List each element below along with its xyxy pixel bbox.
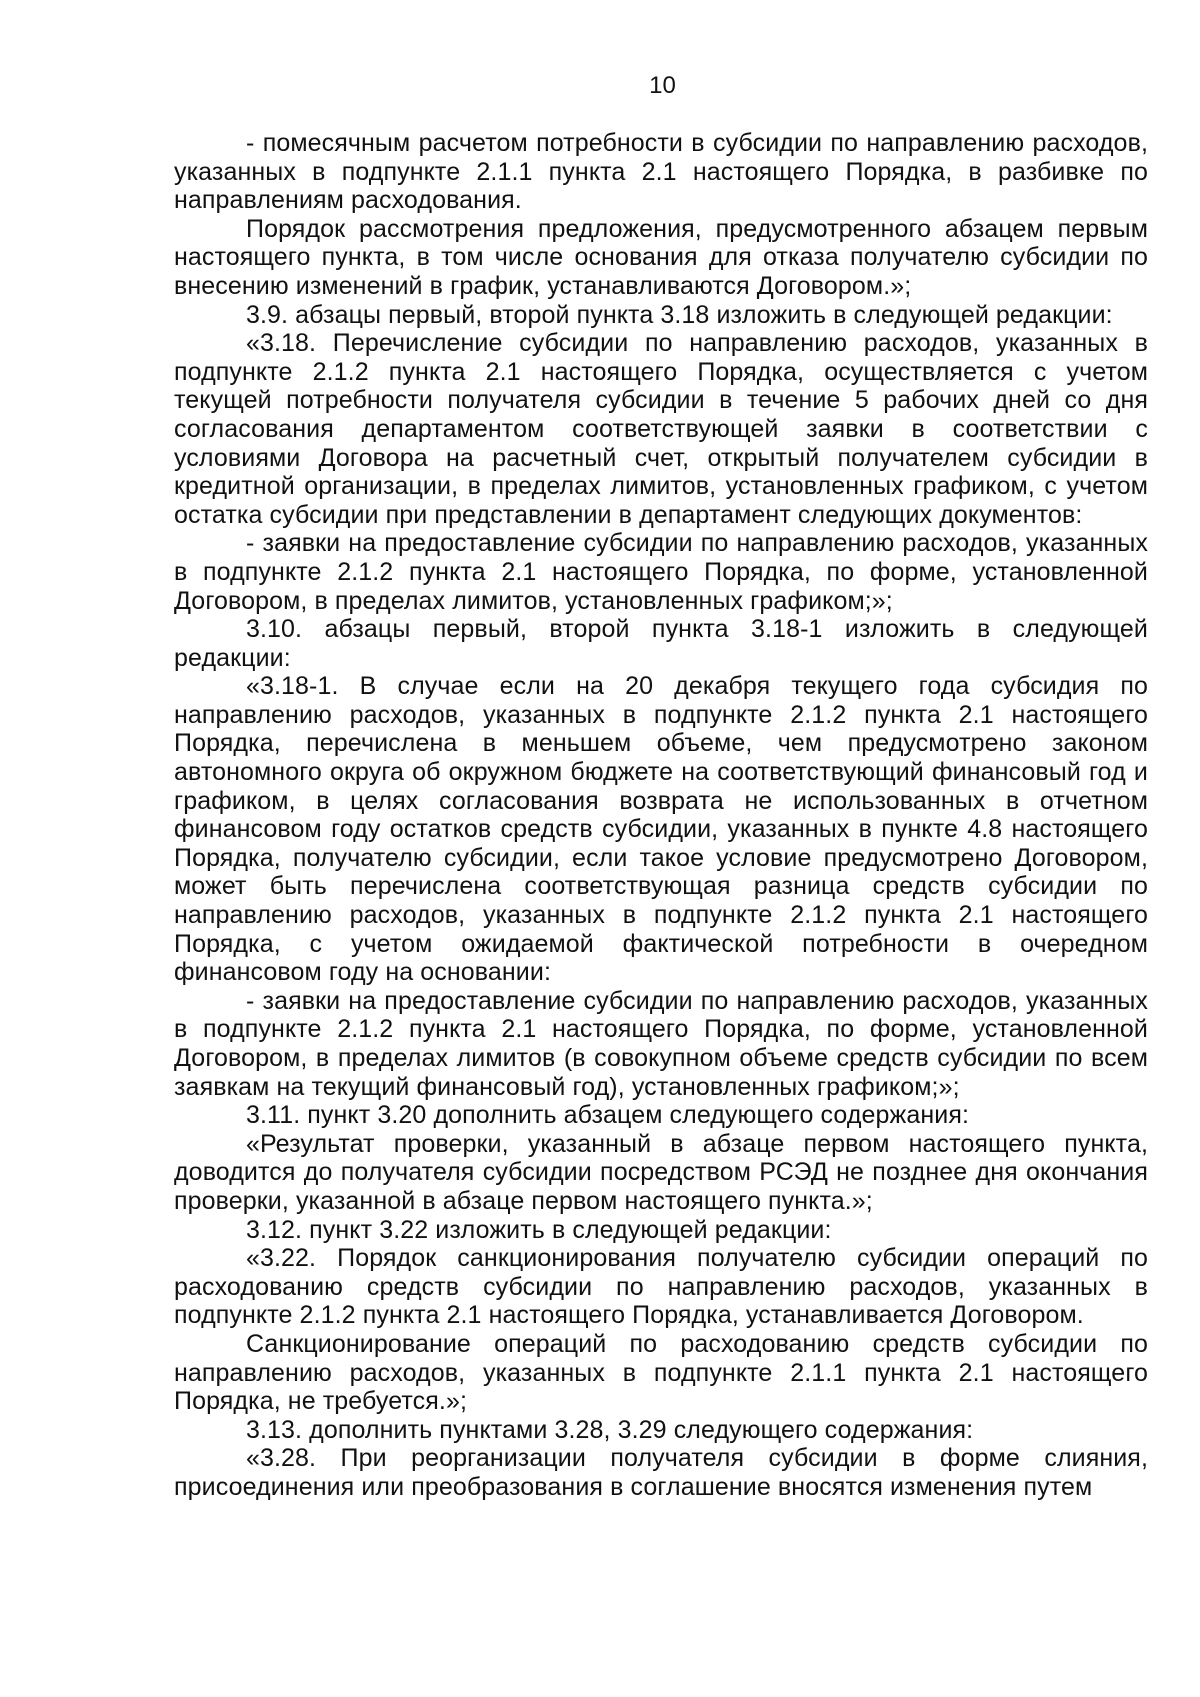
paragraph: - помесячным расчетом потребности в субсидии по направлению расходов, указанных в подпункте 2.1.1 пункта 2.1 настоящего Порядка, в разбивке по направлениям расходования. [174,129,1148,215]
paragraph: 3.11. пункт 3.20 дополнить абзацем следующего содержания: [246,1101,970,1130]
paragraph: Санкционирование операций по расходованию средств субсидии по направлению расходов, указанных в подпункте 2.1.1 пункта 2.1 настоящего Порядка, не требуется.»; [174,1329,1148,1416]
paragraph: 3.13. дополнить пунктами 3.28, 3.29 следующего содержания: [246,1415,974,1444]
page-number: 10 [649,72,676,99]
paragraph: 3.12. пункт 3.22 изложить в следующей редакции: [246,1215,832,1244]
paragraph: - заявки на предоставление субсидии по направлению расходов, указанных в подпункте 2.1.2 пункта 2.1 настоящего Порядка, по форме, установленной Договором, в пределах лимитов (в совокупном объеме средств субсидии по всем заявкам на текущий финансовый год), установленных графиком;»; [174,986,1148,1101]
paragraph: - заявки на предоставление субсидии по направлению расходов, указанных в подпункте 2.1.2 пункта 2.1 настоящего Порядка, по форме, установленной Договором, в пределах лимитов, установленных графиком;»; [174,529,1148,615]
paragraph: «3.22. Порядок санкционирования получателю субсидии операций по расходованию средств субсидии по направлению расходов, указанных в подпункте 2.1.2 пункта 2.1 настоящего Порядка, устанавливается Договором. [174,1244,1148,1330]
paragraph: Порядок рассмотрения предложения, предусмотренного абзацем первым настоящего пункта, в том числе основания для отказа получателю субсидии по внесению изменений в график, устанавливаются Договором.»; [174,214,1148,300]
paragraph: «3.18. Перечисление субсидии по направлению расходов, указанных в подпункте 2.1.2 пункта 2.1 настоящего Порядка, осуществляется с учетом текущей потребности получателя субсидии в течение 5 рабочих дней со дня согласования департаментом соответствующей заявки в соответствии с условиями Договора на расчетный счет, открытый получателем субсидии в кредитной организации, в пределах лимитов, установленных графиком, с учетом остатка субсидии при представлении в департамент следующих документов: [174,329,1148,529]
paragraph: 3.10. абзацы первый, второй пункта 3.18-1 изложить в следующей редакции: [174,615,1148,672]
document-body [174,129,1148,1502]
paragraph: «3.28. При реорганизации получателя субсидии в форме слияния, присоединения или преобразования в соглашение вносятся изменения путем [174,1444,1148,1501]
paragraph: 3.9. абзацы первый, второй пункта 3.18 изложить в следующей редакции: [246,300,1113,329]
paragraph: «3.18-1. В случае если на 20 декабря текущего года субсидия по направлению расходов, указанных в подпункте 2.1.2 пункта 2.1 настоящего Порядка, перечислена в меньшем объеме, чем предусмотрено законом автономного округа об окружном бюджете на соответствующий финансовый год и графиком, в целях согласования возврата не использованных в отчетном финансовом году остатков средств субсидии, указанных в пункте 4.8 настоящего Порядка, получателю субсидии, если такое условие предусмотрено Договором, может быть перечислена соответствующая разница средств субсидии по направлению расходов, указанных в подпункте 2.1.2 пункта 2.1 настоящего Порядка, с учетом ожидаемой фактической потребности в очередном финансовом году на основании: [174,672,1148,987]
paragraph: «Результат проверки, указанный в абзаце первом настоящего пункта, доводится до получателя субсидии посредством РСЭД не позднее дня окончания проверки, указанной в абзаце первом настоящего пункта.»; [174,1129,1148,1215]
